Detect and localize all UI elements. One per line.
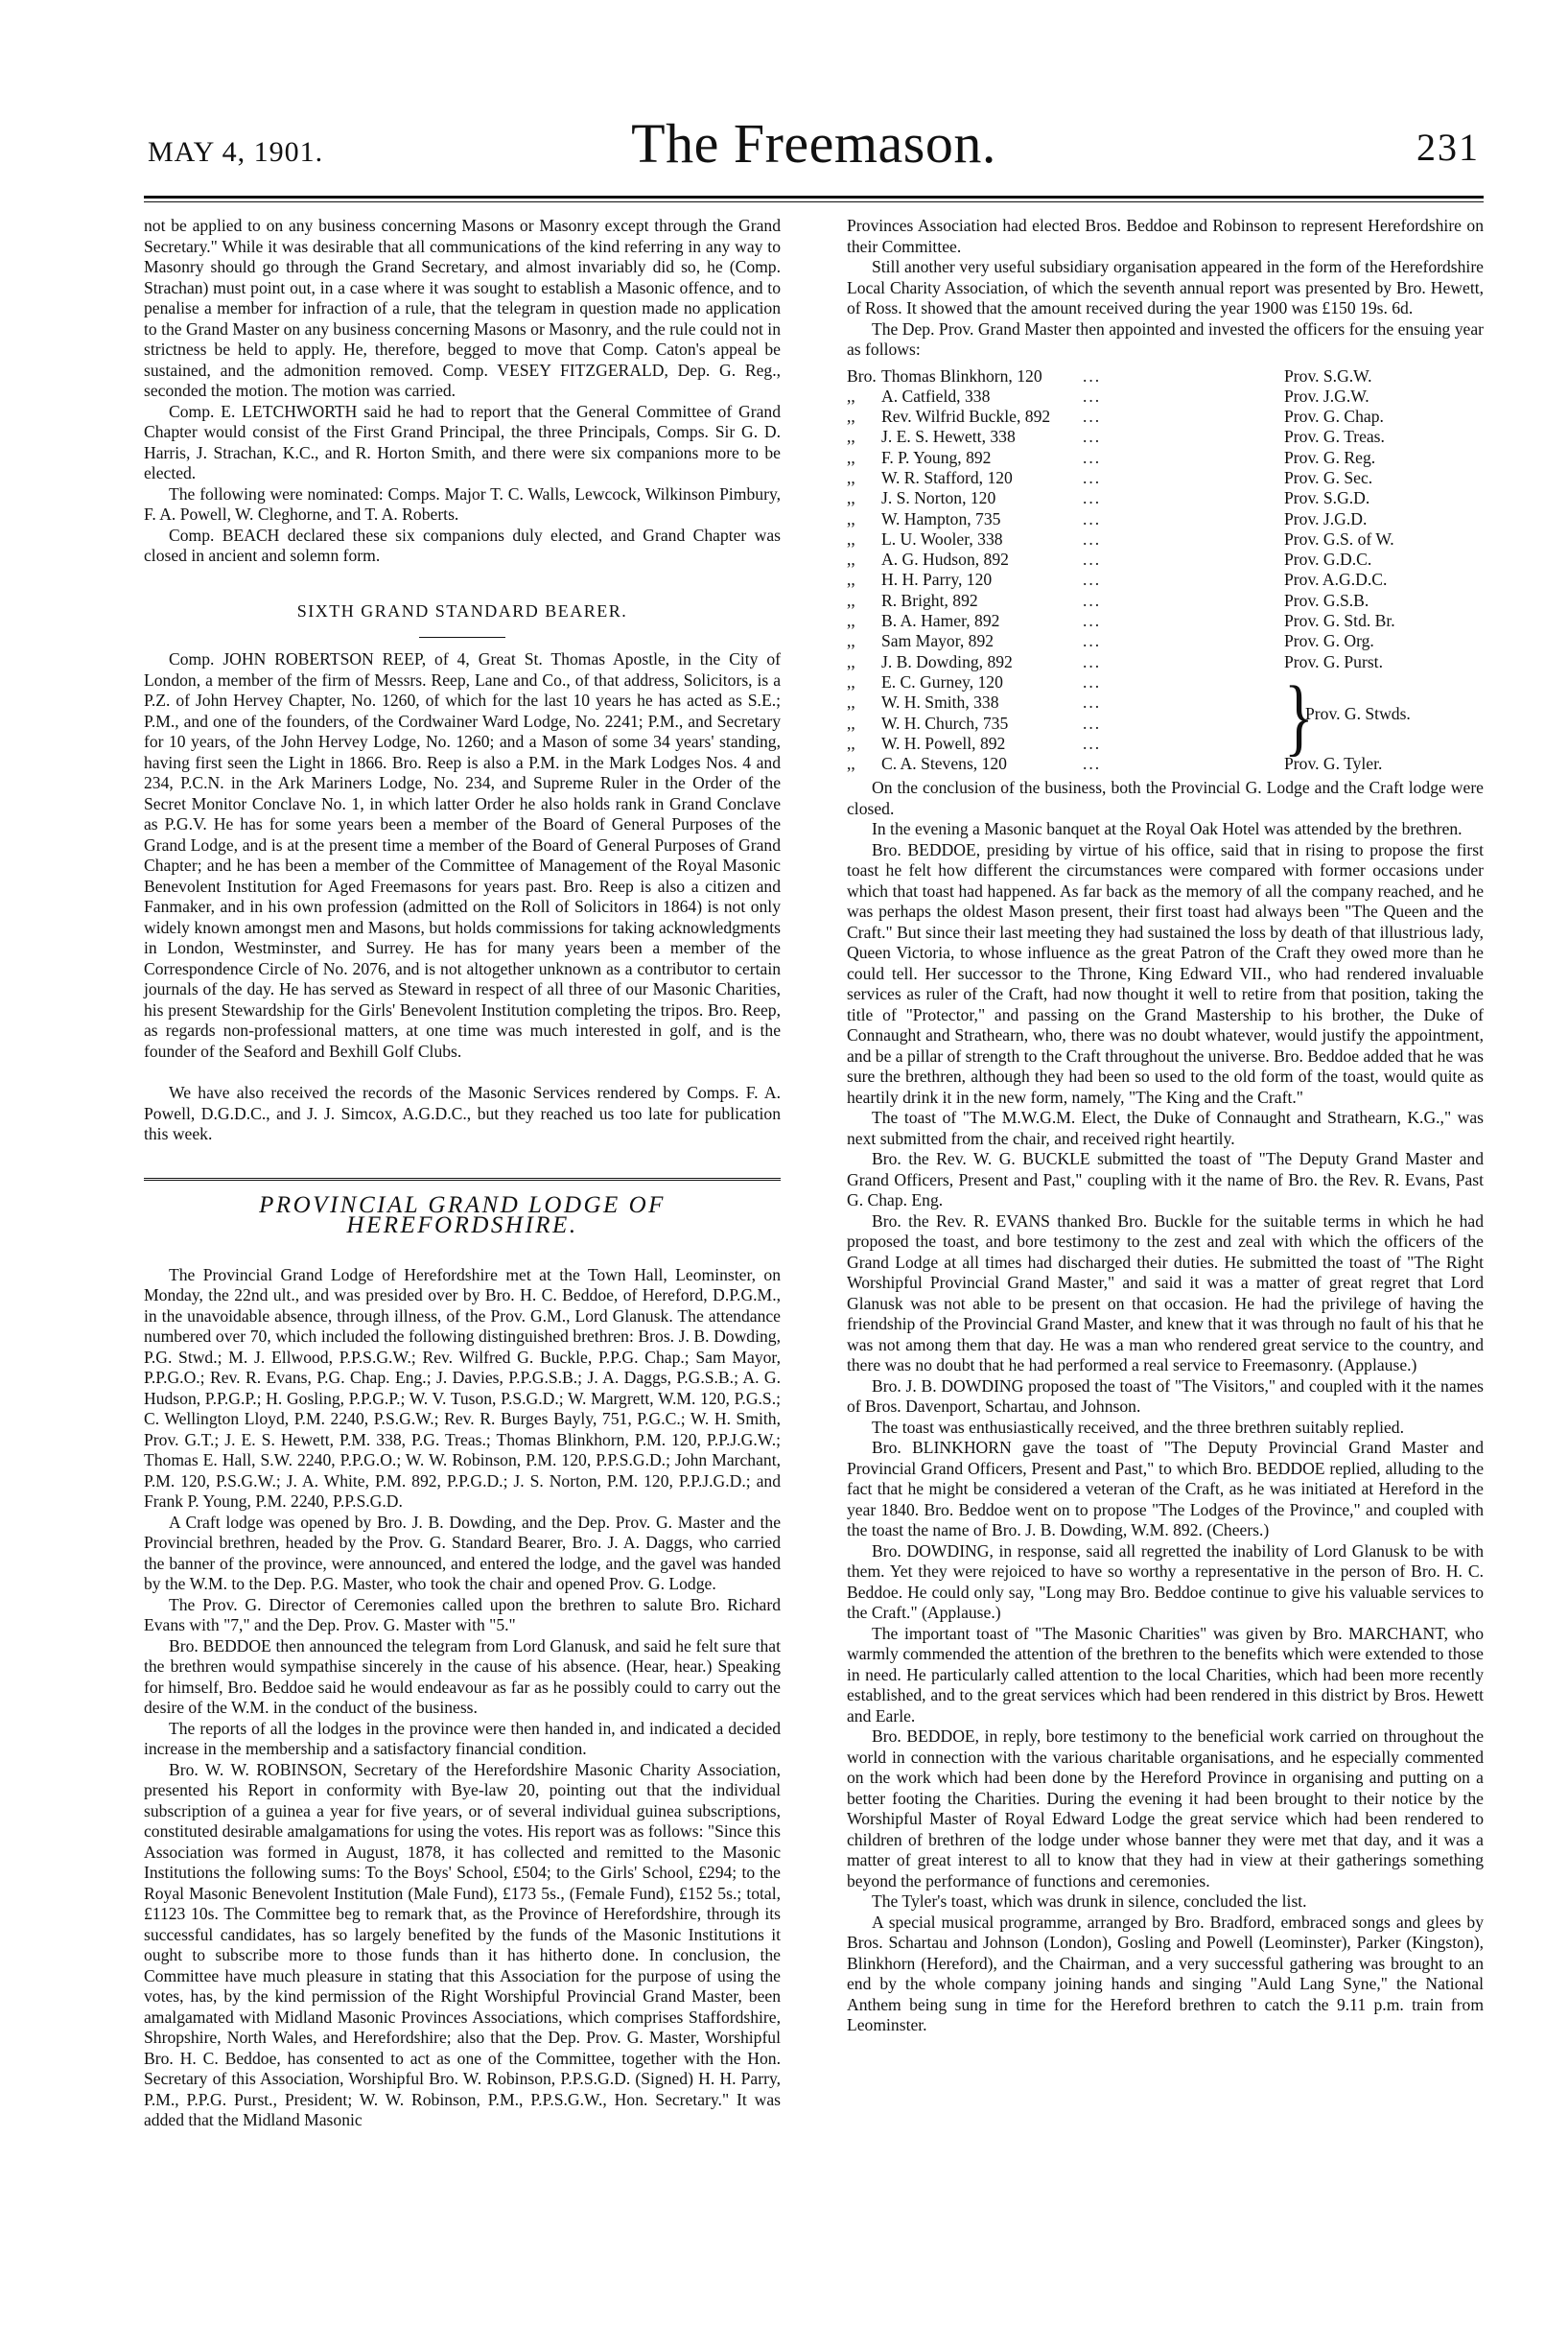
- publication-title: The Freemason.: [631, 112, 996, 175]
- article-paragraph: The Prov. G. Director of Ceremonies called upon the brethren to salute Bro. Richard Evans with "7," and the Dep. Prov. G. Master with "5.": [144, 1594, 781, 1634]
- right-column: [847, 216, 1484, 2131]
- article-paragraph: Bro. DOWDING, in response, said all regretted the inability of Lord Glanusk to be with them. Yet they were rejoiced to have so worthy a representative in the person of Bro. H. C. Beddoe. He could only say, "Long may Bro. Beddoe continue to give his valuable services to the Craft." (Applause.): [847, 1540, 1484, 1623]
- officer-row: ,, F. P. Young, 892 ... Prov. G. Reg.: [847, 447, 1376, 467]
- officer-row: ,, Rev. Wilfrid Buckle, 892 ... Prov. G. Chap.: [847, 407, 1384, 427]
- article-paragraph: A Craft lodge was opened by Bro. J. B. Dowding, and the Dep. Prov. G. Master and the Provincial brethren, headed by the Prov. G. Standard Bearer, Bro. J. A. Daggs, who carried the banner of the province, were announced, and entered the lodge, and the gavel was handed by the W.M. to the Dep. P.G. Master, who took the chair and opened Prov. G. Lodge.: [144, 1512, 781, 1593]
- officer-row: ,, W. H. Church, 735 ...: [847, 713, 1102, 733]
- section-heading-provincial: PROVINCIAL GRAND LODGE OF HEREFORDSHIRE.: [259, 1191, 666, 1238]
- article-paragraph: A special musical programme, arranged by Bro. Bradford, embraced songs and glees by Bros. Schartau and Johnson (London), Gosling and Powell (Leominster), Parker (Kingston), Blinkhorn (Hereford), and the Chairman, and a very successful gathering was brought to an end by the whole company joining hands and singing "Auld Lang Syne," the National Anthem being sung in time for the Hereford brethren to catch the 9.11 p.m. train from Leominster.: [847, 1912, 1484, 2035]
- masthead-rule-thin: [144, 201, 1484, 202]
- officer-row: ,, A. G. Hudson, 892 ... Prov. G.D.C.: [847, 550, 1372, 570]
- officer-row: ,, W. Hampton, 735 ... Prov. J.G.D.: [847, 508, 1368, 528]
- officer-row: ,, B. A. Hamer, 892 ... Prov. G. Std. Br.: [847, 611, 1395, 631]
- article-paragraph: The Dep. Prov. Grand Master then appointed and invested the officers for the ensuing year as follows:: [847, 318, 1484, 359]
- officer-row: ,, R. Bright, 892 ... Prov. G.S.B.: [847, 590, 1369, 610]
- brace-glyph: }: [1284, 669, 1314, 764]
- officer-row: ,, W. H. Smith, 338 ...: [847, 693, 1102, 713]
- officer-row: ,, E. C. Gurney, 120 ...: [847, 671, 1102, 692]
- article-paragraph: The Tyler's toast, which was drunk in silence, concluded the list.: [872, 1891, 1307, 1912]
- officer-row: ,, J. E. S. Hewett, 338 ... Prov. G. Treas.: [847, 427, 1385, 447]
- intro-paragraph: Comp. E. LETCHWORTH said he had to report that the General Committee of Grand Chapter would consist of the First Grand Principal, the three Principals, Comps. Sir G. D. Harris, J. Strachan, K.C., and R. Horton Smith, and there were six companions more to be elected.: [144, 401, 781, 482]
- article-paragraph: The important toast of "The Masonic Charities" was given by Bro. MARCHANT, who warmly commended the attention of the brethren to the benefits which were extended to those in need. He particularly called attention to the local Charities, which had been more recently established, and to the great services which had been rendered in this district by Bros. Hewett and Earle.: [847, 1623, 1484, 1726]
- officer-row: ,, C. A. Stevens, 120 ... Prov. G. Tyler.: [847, 754, 1383, 774]
- records-note: We have also received the records of the Masonic Services rendered by Comps. F. A. Powell, D.G.D.C., and J. J. Simcox, A.G.D.C., but they reached us too late for publication this week.: [144, 1083, 781, 1143]
- columns: [144, 216, 1484, 2131]
- article-paragraph: On the conclusion of the business, both the Provincial G. Lodge and the Craft lodge were closed.: [847, 778, 1484, 818]
- article-paragraph: In the evening a Masonic banquet at the Royal Oak Hotel was attended by the brethren.: [872, 819, 1463, 839]
- officer-row: ,, W. H. Powell, 892 ...: [847, 733, 1102, 753]
- biography-paragraph: Comp. JOHN ROBERTSON REEP, of 4, Great St. Thomas Apostle, in the City of London, a member of the firm of Messrs. Reep, Lane and Co., of that address, Solicitors, is a P.Z. of John Hervey Chapter, No. 1260, of which for the last 10 years he has acted as S.E.; P.M., and one of the founders, of the Cordwainer Ward Lodge, No. 2241; P.M., and Secretary for 10 years, of the John Hervey Lodge, No. 1260; and a Mason of some 34 years' standing, having first seen the Light in 1866. Bro. Reep is also a P.M. in the Mark Lodges Nos. 4 and 234, P.C.N. in the Ark Mariners Lodge, No. 234, and Supreme Ruler in the Order of the Secret Monitor Conclave No. 1, in which latter Order he also holds rank in Grand Conclave as P.G.V. He has for some years been a member of the Board of General Purposes of the Grand Lodge, and is at the present time a member of the Board of General Purposes of Grand Chapter; and he has been a member of the Committee of Management of the Royal Masonic Benevolent Institution for Aged Freemasons for years past. Bro. Reep is also a citizen and Fanmaker, and in his own profession (admitted on the Roll of Solicitors in 1864) is not only widely known amongst men and Masons, but holds commissions for taking acknowledgments in London, Westminster, and Surrey. He has for many years been a member of the Correspondence Circle of No. 2076, and is not altogether unknown as a contributor to certain journals of the day. He has served as Steward in respect of all three of our Masonic Charities, his present Stewardship for the Girls' Benevolent Institution completing the tripos. Bro. Reep, as regards non-professional matters, at one time was much interested in golf, and is the founder of the Seaford and Bexhill Golf Clubs.: [144, 649, 781, 1061]
- section-double-rule: [144, 1178, 781, 1184]
- article-paragraph: Bro. the Rev. R. EVANS thanked Bro. Buckle for the suitable terms in which he had proposed the toast, and bore testimony to the zest and zeal with which the officers of the Grand Lodge at all times had discharged their duties. He submitted the toast of "The Right Worshipful Provincial Grand Master," and said it was a matter of great regret that Lord Glanusk was not able to be present on that occasion. He had the privilege of having the friendship of the Provincial Grand Master, and knew that it was through no fault of his that he was not among them that day. He was a man who rendered great service to the country, and there was no doubt that he had performed a real service to Freemasonry. (Applause.): [847, 1210, 1484, 1375]
- article-paragraph: The Provincial Grand Lodge of Herefordshire met at the Town Hall, Leominster, on Monday, the 22nd ult., and was presided over by Bro. H. C. Beddoe, of Hereford, D.P.G.M., in the unavoidable absence, through illness, of the Prov. G.M., Lord Glanusk. The attendance numbered over 70, which included the following distinguished brethren: Bros. J. B. Dowding, P.G. Stwd.; M. J. Ellwood, P.P.S.G.W.; Rev. Wilfred G. Buckle, P.P.G. Chap.; Sam Mayor, P.P.G.O.; Rev. R. Evans, P.G. Chap. Eng.; J. Davies, P.P.G.S.B.; J. A. Daggs, P.G.S.B.; A. G. Hudson, P.P.G.P.; H. Gosling, P.P.G.P.; W. V. Tuson, P.S.G.D.; W. Margrett, W.M. 120, P.G.S.; C. Wellington Lloyd, P.M. 2240, P.S.G.W.; Rev. R. Burges Bayly, 751, P.G.C.; W. H. Smith, Prov. G.T.; J. E. S. Hewett, P.M. 338, P.G. Treas.; Thomas Blinkhorn, P.M. 120, P.P.J.G.W.; Thomas E. Hall, S.W. 2240, P.P.G.O.; W. W. Robinson, P.M. 120, P.P.S.G.D.; John Marchant, P.M. 120, P.S.G.W.; J. A. White, P.M. 892, P.P.G.D.; J. S. Norton, P.M. 120, P.P.J.G.D.; and Frank P. Young, P.M. 2240, P.P.S.G.D.: [144, 1264, 781, 1511]
- article-paragraph: Bro. BLINKHORN gave the toast of "The Deputy Provincial Grand Master and Provincial Grand Officers, Present and Past," to which Bro. BEDDOE replied, alluding to the fact that he might be considered a veteran of the Craft, as he was initiated at Hereford in the year 1840. Bro. Beddoe went on to propose "The Lodges of the Province," and coupled with the toast the name of Bro. J. B. Dowding, W.M. 892. (Cheers.): [847, 1438, 1484, 1540]
- article-paragraph: Bro. W. W. ROBINSON, Secretary of the Herefordshire Masonic Charity Association, presented his Report in conformity with Bye-law 20, pointing out that the individual subscription of a guinea a year for five years, or of several individual guinea subscriptions, constituted desirable amalgamations for using the votes. His report was as follows: "Since this Association was formed in August, 1878, it has collected and remitted to the Masonic Institutions the following sums: To the Boys' School, £504; to the Girls' School, £294; to the Royal Masonic Benevolent Institution (Male Fund), £173 5s., (Female Fund), £152 5s.; total, £1123 10s. The Committee beg to remark that, as the Province of Herefordshire, through its successful candidates, has so largely benefited by the funds of the Masonic Institutions it ought to subscribe more to those funds than it has hitherto done. In conclusion, the Committee have much pleasure in stating that this Association for the purpose of using the votes, has, by the kind permission of the Right Worshipful Provincial Grand Master, been amalgamated with Midland Masonic Provinces Associations, which comprises Staffordshire, Shropshire, North Wales, and Herefordshire; also that the Dep. Prov. G. Master, Worshipful Bro. H. C. Beddoe, has consented to act as one of the Committee, together with the Hon. Secretary of this Association, Worshipful Bro. W. Robinson, P.P.S.G.D. (Signed) H. H. Parry, P.M., P.P.G. Purst., President; W. W. Robinson, P.M., P.P.S.G.W., Hon. Secretary." It was added that the Midland Masonic: [144, 1759, 781, 2129]
- intro-paragraph: not be applied to on any business concerning Masons or Masonry except through the Grand Secretary." While it was desirable that all communications of the kind referring in any way to Masonry should go through the Grand Secretary, and almost invariably did so, he (Comp. Strachan) must point out, in a case where it was sought to establish a Masonic offence, and to penalise a member for infraction of a rule, that the telegram in question made no application to the Grand Master on any business concerning Masons or Masonry, and the rule could not in strictness be held to apply. He, therefore, begged to move that Comp. Caton's appeal be sustained, and the admonition removed. Comp. VESEY FITZGERALD, Dep. G. Reg., seconded the motion. The motion was carried.: [144, 216, 781, 400]
- officer-row: ,, H. H. Parry, 120 ... Prov. A.G.D.C.: [847, 570, 1388, 590]
- officer-row: ,, L. U. Wooler, 338 ... Prov. G.S. of W.: [847, 528, 1394, 549]
- left-column: [144, 216, 781, 2131]
- article-paragraph: Provinces Association had elected Bros. Beddoe and Robinson to represent Herefordshire on their Committee.: [847, 216, 1484, 256]
- page-number: 231: [1416, 126, 1480, 169]
- article-paragraph: Bro. BEDDOE then announced the telegram from Lord Glanusk, and said he felt sure that the brethren would sympathise sincerely in the cause of his absence. (Hear, hear.) Speaking for himself, Bro. Beddoe said he would endeavour as far as he possibly could to carry out the desire of the W.M. in the conduct of the business.: [144, 1635, 781, 1717]
- issue-date: MAY 4, 1901.: [148, 136, 324, 168]
- officer-row: ,, J. S. Norton, 120 ... Prov. S.G.D.: [847, 488, 1370, 508]
- article-paragraph: Bro. BEDDOE, presiding by virtue of his office, said that in rising to propose the first toast he felt how different the circumstances were compared with former occasions under which that toast had happened. As far back as the memory of all the company reached, and he was perhaps the oldest Mason present, their first toast had always been "The Queen and the Craft." But since their last meeting they had sustained the loss by death of that illustrious lady, Queen Victoria, to whose influence as the great Patron of the Craft they owed more than he could tell. Her successor to the Throne, King Edward VII., who had rendered invaluable services as ruler of the Craft, had now thought it well to retire from that position, taking the title of "Protector," and passing on the Grand Mastership to his brother, the Duke of Connaught and Strathearn, who, there was no doubt whatever, would justify the appointment, and be a pillar of strength to the Craft throughout the universe. Bro. Beddoe added that he was sure the brethren, although they had been so used to the old form of the toast, would quite as heartily drink it in the new form, namely, "The King and the Craft.": [847, 839, 1484, 1107]
- officer-row: ,, J. B. Dowding, 892 ... Prov. G. Purst.: [847, 651, 1383, 671]
- section-heading-sixth-bearer: SIXTH GRAND STANDARD BEARER.: [296, 600, 628, 621]
- article-paragraph: Bro. BEDDOE, in reply, bore testimony to the beneficial work carried on throughout the world in connection with the various charitable organisations, and he especially commented on the work which had been done by the Hereford Province in organising and putting on a better footing the Charities. During the evening it had been brought to their notice by the Worshipful Master of Royal Edward Lodge the great service which had been rendered to children of brethren of the lodge under whose banner they were met that day, and it was a matter of great interest to all to know that they had in view at their gatherings something beyond the performance of functions and ceremonies.: [847, 1726, 1484, 1890]
- article-paragraph: Still another very useful subsidiary organisation appeared in the form of the Herefordshire Local Charity Association, of which the seventh annual report was presented by Bro. Hewett, of Ross. It showed that the amount received during the year 1900 was £150 19s. 6d.: [847, 257, 1484, 317]
- officer-row: ,, Sam Mayor, 892 ... Prov. G. Org.: [847, 631, 1374, 651]
- intro-paragraph: Comp. BEACH declared these six companions duly elected, and Grand Chapter was closed in ancient and solemn form.: [144, 525, 781, 565]
- article-paragraph: Bro. the Rev. W. G. BUCKLE submitted the toast of "The Deputy Grand Master and Grand Officers, Present and Past," coupling with it the name of Bro. the Rev. R. Evans, Past G. Chap. Eng.: [847, 1149, 1484, 1210]
- article-paragraph: The toast was enthusiastically received, and the three brethren suitably replied.: [872, 1417, 1404, 1437]
- intro-paragraph: The following were nominated: Comps. Major T. C. Walls, Lewcock, Wilkinson Pimbury, F. A. Powell, W. Cleghorne, and T. A. Roberts.: [144, 483, 781, 524]
- masthead: [144, 112, 1484, 192]
- article-paragraph: The toast of "The M.W.G.M. Elect, the Duke of Connaught and Strathearn, K.G.," was next submitted from the chair, and received right heartily.: [847, 1108, 1484, 1148]
- masthead-rule: [144, 196, 1484, 199]
- officer-row: ,, A. Catfield, 338 ... Prov. J.G.W.: [847, 386, 1369, 406]
- officer-row: Bro. Thomas Blinkhorn, 120 ... Prov. S.G.W.: [847, 365, 1372, 386]
- section-divider: [419, 637, 505, 638]
- article-paragraph: The reports of all the lodges in the province were then handed in, and indicated a decided increase in the membership and a satisfactory financial condition.: [144, 1718, 781, 1758]
- article-paragraph: Bro. J. B. DOWDING proposed the toast of "The Visitors," and coupled with it the names of Bros. Davenport, Schartau, and Johnson.: [847, 1375, 1484, 1417]
- officers-list: [847, 366, 1484, 775]
- stewards-office: Prov. G. Stwds.: [1305, 703, 1411, 723]
- officer-row: ,, W. R. Stafford, 120 ... Prov. G. Sec.: [847, 467, 1373, 487]
